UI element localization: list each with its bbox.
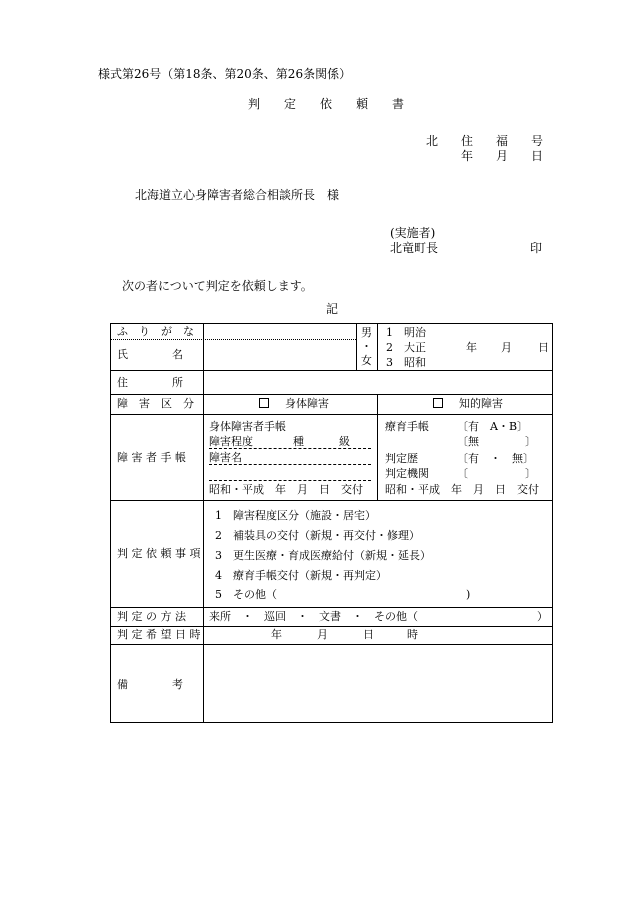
request-text: 次の者について判定を依頼します。 <box>122 279 313 293</box>
method-label: 判 定 の 方 法 <box>117 610 186 623</box>
row-divider <box>111 394 552 395</box>
implementer-label: (実施者) <box>390 226 436 240</box>
disability-intellectual-label: 知的障害 <box>459 397 503 410</box>
name-underline-2 <box>209 480 371 481</box>
name-label: 氏 名 <box>117 348 183 361</box>
furigana-label: ふ り が な <box>117 325 194 338</box>
method-options: 来所 ・ 巡回 ・ 文書 ・ その他（ <box>209 610 418 623</box>
date-year: 年 <box>461 149 474 163</box>
gender-male: 男 <box>361 326 372 339</box>
desired-hour: 時 <box>407 628 418 641</box>
furigana-dotted-line <box>111 339 356 340</box>
desired-year: 年 <box>271 628 282 641</box>
physical-issued: 昭和・平成 年 月 日 交付 <box>209 483 363 496</box>
era-taisho: 2 大正 <box>386 341 426 354</box>
gender-divider-right <box>377 324 378 370</box>
handbook-label: 障 害 者 手 帳 <box>117 451 186 464</box>
disability-category-label: 障 害 区 分 <box>117 397 194 410</box>
ki-mark: 記 <box>326 302 339 316</box>
request-item-2: 2 補装具の交付（新規・再交付・修理） <box>215 529 420 542</box>
request-items-label: 判 定 依 頼 事 項 <box>117 547 201 560</box>
doc-number-ju: 住 <box>461 134 474 148</box>
date-month: 月 <box>496 149 509 163</box>
era-showa: 3 昭和 <box>386 356 426 369</box>
name-underline <box>209 464 371 465</box>
disability-physical-option <box>259 398 329 409</box>
date-day: 日 <box>531 149 544 163</box>
ryoiku-agency-open: 〔 <box>457 467 468 480</box>
ryoiku-status-no: 〔無 <box>457 435 479 448</box>
request-item-5-close: ) <box>466 588 471 601</box>
request-item-1: 1 障害程度区分（施設・居宅） <box>215 509 376 522</box>
birth-day: 日 <box>538 341 549 354</box>
degree-underline <box>209 448 371 449</box>
form-number: 様式第26号（第18条、第20条、第26条関係） <box>98 67 352 81</box>
row-divider <box>111 414 552 415</box>
checkbox-icon <box>259 398 269 408</box>
physical-degree-label: 障害程度 <box>209 435 253 448</box>
physical-handbook-title: 身体障害者手帳 <box>209 420 286 433</box>
ryoiku-title: 療育手帳 <box>385 420 429 433</box>
ryoiku-history-label: 判定歴 <box>385 452 418 465</box>
ryoiku-agency-close: 〕 <box>525 467 536 480</box>
desired-date-label: 判 定 希 望 日 時 <box>117 628 201 641</box>
disability-physical-label: 身体障害 <box>285 397 329 410</box>
row-divider <box>111 626 552 627</box>
label-column-divider <box>203 324 204 722</box>
doc-number-kita: 北 <box>426 134 439 148</box>
era-meiji: 1 明治 <box>386 326 426 339</box>
gender-female: 女 <box>361 354 372 367</box>
handbook-column-divider <box>377 394 378 500</box>
address-label: 住 所 <box>117 376 183 389</box>
row-divider <box>111 370 552 371</box>
document-title: 判 定 依 頼 書 <box>248 97 405 111</box>
request-item-4: 4 療育手帳交付（新規・再判定） <box>215 569 387 582</box>
request-item-3: 3 更生医療・育成医療給付（新規・延長） <box>215 549 431 562</box>
mayor: 北竜町長 <box>390 241 439 255</box>
desired-month: 月 <box>317 628 328 641</box>
gender-divider-left <box>356 324 357 370</box>
ryoiku-status-yes: 〔有 A・B〕 <box>457 420 529 433</box>
ryoiku-agency-label: 判定機関 <box>385 467 429 480</box>
seal-mark: 印 <box>530 241 543 255</box>
doc-number-go: 号 <box>531 134 544 148</box>
request-form-table <box>110 323 553 723</box>
request-item-5: 5 その他（ <box>215 588 277 601</box>
row-divider <box>111 607 552 608</box>
physical-grade-label: 級 <box>339 435 350 448</box>
ryoiku-status-no-close: 〕 <box>525 435 536 448</box>
remarks-label: 備 考 <box>117 678 183 691</box>
row-divider <box>111 644 552 645</box>
desired-day: 日 <box>363 628 374 641</box>
birth-month: 月 <box>501 341 512 354</box>
physical-kind-label: 種 <box>293 435 304 448</box>
ryoiku-history-value: 〔有 ・ 無〕 <box>457 452 534 465</box>
gender-dot: ・ <box>361 340 372 353</box>
physical-name-label: 障害名 <box>209 451 242 464</box>
doc-number-fuku: 福 <box>496 134 509 148</box>
disability-intellectual-option <box>433 398 503 409</box>
birth-year: 年 <box>466 341 477 354</box>
ryoiku-issued: 昭和・平成 年 月 日 交付 <box>385 483 539 496</box>
addressee: 北海道立心身障害者総合相談所長 様 <box>135 188 340 202</box>
checkbox-icon <box>433 398 443 408</box>
row-divider <box>111 500 552 501</box>
method-options-close: ） <box>537 610 548 623</box>
